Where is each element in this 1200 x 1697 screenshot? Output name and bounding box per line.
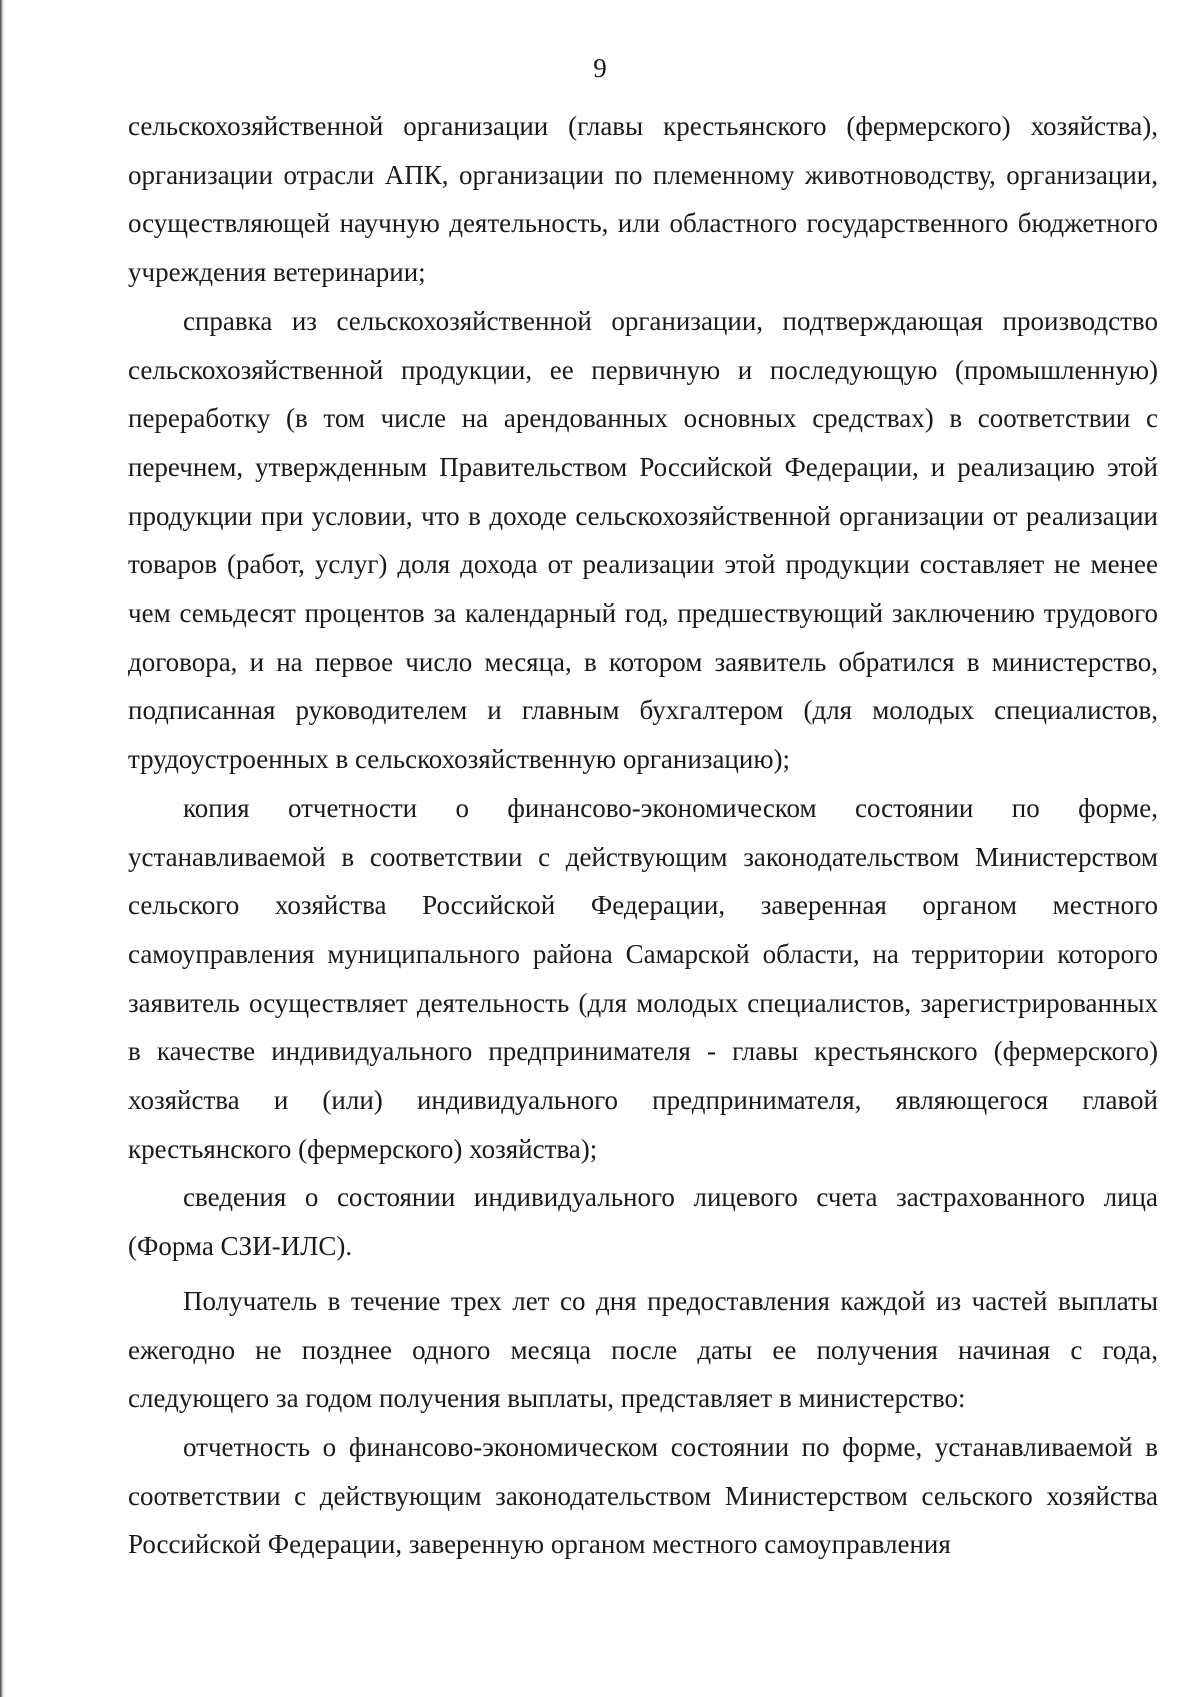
- paragraph: копия отчетности о финансово-экономическом состоянии по форме, устанавливаемой в соответствии с действующим законодательством Министерством сельского хозяйства Российской Федерации, заверенная органом местного самоуправления муниципального района Самарской области, на территории которого заявитель осуществляет деятельность (для молодых специалистов, зарегистрированных в качестве индивидуального предпринимателя - главы крестьянского (фермерского) хозяйства и (или) индивидуального предпринимателя, являющегося главой крестьянского (фермерского) хозяйства);: [128, 792, 1158, 1164]
- paragraph: отчетность о финансово-экономическом состоянии по форме, устанавливаемой в соответствии с действующим законодательством Министерством сельского хозяйства Российской Федерации, заверенную органом местного самоуправления: [128, 1431, 1158, 1560]
- paragraph: справка из сельскохозяйственной организации, подтверждающая производство сельскохозяйственной продукции, ее первичную и последующую (промышленную) переработку (в том числе на арендованных основных средствах) в соответствии с перечнем, утвержденным Правительством Российской Федерации, и реализацию этой продукции при условии, что в доходе сельскохозяйственной организации от реализации товаров (работ, услуг) доля дохода от реализации этой продукции составляет не менее чем семьдесят процентов за календарный год, предшествующий заключению трудового договора, и на первое число месяца, в котором заявитель обратился в министерство, подписанная руководителем и главным бухгалтером (для молодых специалистов, трудоустроенных в сельскохозяйственную организацию);: [128, 305, 1158, 775]
- page-number: 9: [593, 53, 607, 83]
- paragraph: сведения о состоянии индивидуального лицевого счета застрахованного лица (Форма СЗИ-ИЛС).: [128, 1182, 1158, 1262]
- scan-edge: [0, 0, 6, 1697]
- paragraph: Получатель в течение трех лет со дня предоставления каждой из частей выплаты ежегодно не позднее одного месяца после даты ее получения начиная с года, следующего за годом получения выплаты, представляет в министерство:: [128, 1285, 1158, 1414]
- document-body: [128, 102, 1158, 1569]
- paragraph-continued: сельскохозяйственной организации (главы крестьянского (фермерского) хозяйства), организации отрасли АПК, организации по племенному животноводству, организации, осуществляющей научную деятельность, или областного государственного бюджетного учреждения ветеринарии;: [128, 111, 1158, 288]
